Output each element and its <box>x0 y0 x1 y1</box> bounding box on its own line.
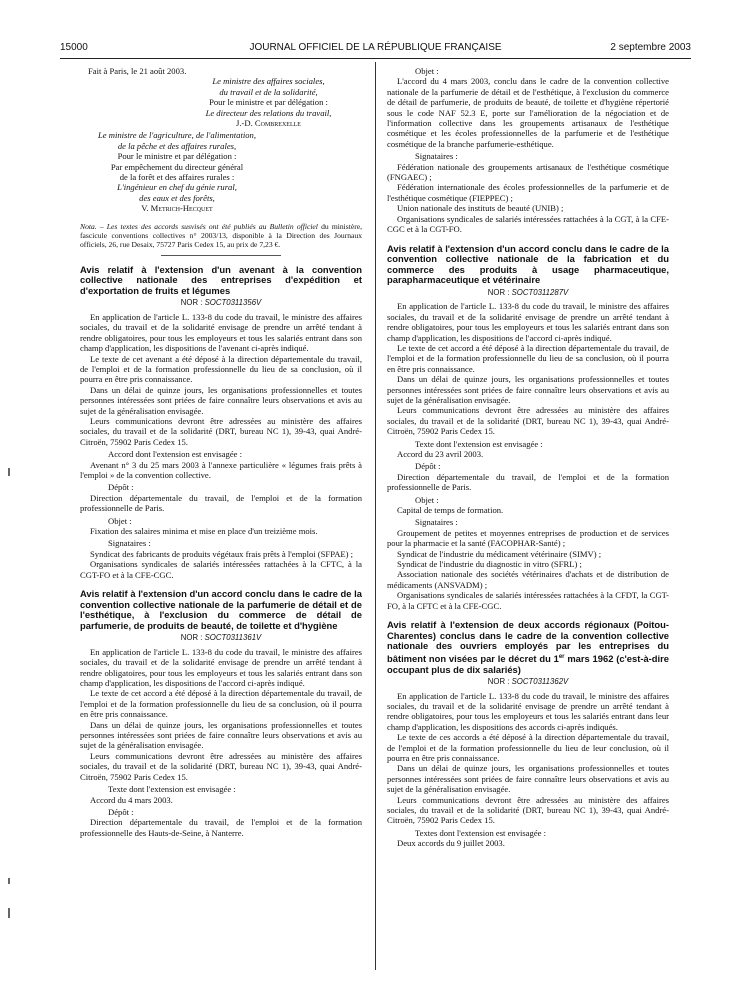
right-column <box>387 66 669 849</box>
paragraph: Le texte de cet accord a été déposé à la direction départementale du travail, de l'emploi et de la formation professionnelle du lieu de sa conclusion, où il pourra en être pris connaissance. <box>80 688 362 720</box>
notice-title: Avis relatif à l'extension de deux accords régionaux (Poitou-Charentes) conclus dans le cadre de la convention collective nationale des ouvriers employés par les entreprises du bâtiment non visées par le décret du 1er mars 1962 (c'est-à-dire occupant plus de dix salariés) <box>387 619 669 675</box>
signatory: Organisations syndicales de salariés intéressées rattachées à la CFTC, à la CGT-FO et à la CFE-CGC. <box>80 559 362 580</box>
paragraph: L'accord du 4 mars 2003, conclu dans le cadre de la convention collective nationale de la parfumerie de détail et de l'esthétique, à l'exclusion du commerce de détail de parfumerie, de produits de beauté, de toilette et d'hygiène répertorié sous le code NAF 52.3 E, porte sur l'amélioration de la négociation et de l'information collective dans les groupements artisanaux de l'esthétique cosmétique et les écoles professionnelles de la parfumerie et de l'esthétique cosmétique de la branche parfumerie-esthétique. <box>387 76 669 149</box>
signature-block <box>80 66 362 214</box>
signatory-name: J.-D. Combrexelle <box>236 118 301 129</box>
section-label: Signataires : <box>415 151 458 162</box>
signatory: Fédération nationale des groupements artisanaux de l'esthétique cosmétique (FNGAEC) ; <box>387 161 669 183</box>
signatory-title: de la pêche et des affaires rurales, <box>117 140 237 151</box>
section-label: Dépôt : <box>108 806 134 817</box>
signatory: Organisations syndicales de salariés intéressées rattachées à la CGT, à la CFE-CGC et à la CGT-FO. <box>387 213 669 235</box>
signatory-name: V. Metrich-Hecquet <box>141 203 213 214</box>
issue-date: 2 septembre 2003 <box>610 42 691 53</box>
section-label: Texte dont l'extension est envisagée : <box>108 784 236 795</box>
signatory-title: du travail et de la solidarité, <box>219 86 318 97</box>
section-label: Signataires : <box>415 517 458 528</box>
section-label: Objet : <box>415 66 439 76</box>
section-label: Accord dont l'extension est envisagée : <box>108 449 242 460</box>
section-label: Signataires : <box>108 538 151 549</box>
paragraph: Direction départementale du travail, de l'emploi et de la formation professionnelle de Paris. <box>80 492 362 514</box>
paragraph: Dans un délai de quinze jours, les organisations professionnelles et toutes personnes intéressées sont priées de faire connaître leurs observations et avis au sujet de la généralisation envisagée. <box>387 763 669 795</box>
delegation: de la forêt et des affaires rurales : <box>119 172 235 183</box>
signatory: Union nationale des instituts de beauté (UNIB) ; <box>397 203 564 214</box>
paragraph: Deux accords du 9 juillet 2003. <box>397 838 505 849</box>
notice-title: Avis relatif à l'extension d'un accord conclu dans le cadre de la convention collective nationale de la fabrication et du commerce des produits à usage pharmaceutique, parapharmaceutique et vétérinaire <box>387 242 669 286</box>
left-column <box>80 66 362 838</box>
signatory: Association nationale des sociétés vétérinaires d'achats et de distribution de médicaments (ANSVADM) ; <box>387 569 669 590</box>
separator <box>161 255 281 256</box>
page-number: 15000 <box>60 42 88 53</box>
delegation: Pour le ministre et par délégation : <box>117 151 237 162</box>
notice-parfumerie <box>80 589 362 838</box>
signatory: Groupement de petites et moyennes entreprises de production et de services pour la pharmacie et la santé (FACOPHAR-Santé) ; <box>387 527 669 549</box>
signatory-title: L'ingénieur en chef du génie rural, <box>117 182 237 193</box>
paragraph: Leurs communications devront être adressées au ministère des affaires sociales, du travail et de la solidarité (DRT, bureau NC 1), 39-43, quai André-Citroën, 75902 Paris Cedex 15. <box>387 405 669 437</box>
paragraph: Avenant n° 3 du 25 mars 2003 à l'annexe particulière « légumes frais prêts à l'emploi » de la convention collective. <box>80 459 362 480</box>
section-label: Texte dont l'extension est envisagée : <box>415 438 543 449</box>
paragraph: Leurs communications devront être adressées au ministère des affaires sociales, du travail et de la solidarité (DRT, bureau NC 1), 39-43, quai André-Citroën, 75902 Paris Cedex 15. <box>80 750 362 782</box>
notice-fruits-legumes <box>80 265 362 580</box>
nor-reference: NOR : SOCT0311287V <box>487 287 569 297</box>
notice-parfumerie-continued <box>387 66 669 235</box>
paragraph: En application de l'article L. 133-8 du code du travail, le ministre des affaires sociales, du travail et de la solidarité envisage de prendre un arrêté tendant à rendre obligatoires, pour tous les employeurs et tous les salariés entrant dans son champ d'application, les dispositions de l'avenant ci-après indiqué. <box>80 311 362 354</box>
paragraph: Dans un délai de quinze jours, les organisations professionnelles et toutes personnes intéressées sont priées de faire connaître leurs observations et avis au sujet de la généralisation envisagée. <box>80 719 362 751</box>
signatory: Organisations syndicales de salariés intéressées rattachées à la CFDT, la CGT-FO, à la CFTC et à la CFE-CGC. <box>387 590 669 611</box>
section-label: Dépôt : <box>415 461 441 472</box>
signatory: Syndicat de l'industrie du médicament vétérinaire (SIMV) ; <box>397 548 602 559</box>
signatory-title: Le ministre de l'agriculture, de l'alimentation, <box>98 130 256 141</box>
paragraph: Dans un délai de quinze jours, les organisations professionnelles et toutes personnes intéressées sont priées de faire connaître leurs observations et avis au sujet de la généralisation envisagée. <box>80 384 362 416</box>
place-date: Fait à Paris, le 21 août 2003. <box>88 66 187 76</box>
paragraph: Direction départementale du travail, de l'emploi et de la formation professionnelle des Hauts-de-Seine, à Nanterre. <box>80 817 362 838</box>
signatory-title: Le ministre des affaires sociales, <box>212 76 325 87</box>
notice-pharmaceutique <box>387 244 669 612</box>
paragraph: Fixation des salaires minima et mise en place d'un treizième mois. <box>90 526 318 536</box>
paragraph: Capital de temps de formation. <box>397 505 504 515</box>
section-label: Objet : <box>108 515 132 526</box>
journal-title: JOURNAL OFFICIEL DE LA RÉPUBLIQUE FRANÇAISE <box>249 42 502 53</box>
notice-title: Avis relatif à l'extension d'un avenant à la convention collective nationale des entreprises d'expédition et d'exportation de fruits et légumes <box>80 263 362 296</box>
signatory: Syndicat de l'industrie du diagnostic in vitro (SFRL) ; <box>397 559 582 570</box>
paragraph: Accord du 4 mars 2003. <box>90 794 173 805</box>
paragraph: Direction départementale du travail, de l'emploi et de la formation professionnelle de Paris. <box>387 471 669 493</box>
signatory: Syndicat des fabricants de produits végétaux frais prêts à l'emploi (SFPAE) ; <box>90 548 354 559</box>
paragraph: Accord du 23 avril 2003. <box>397 448 484 459</box>
margin-mark <box>8 878 10 884</box>
paragraph: Le texte de ces accords a été déposé à la direction départementale du travail, de l'emploi et de la formation professionnelle du lieu de leur conclusion, où il pourra en être pris connaissance. <box>387 732 669 763</box>
section-label: Dépôt : <box>108 482 134 493</box>
section-label: Objet : <box>415 494 439 505</box>
nor-reference: NOR : SOCT0311362V <box>487 677 569 687</box>
column-divider <box>375 62 376 970</box>
paragraph: Le texte de cet accord a été déposé à la direction départementale du travail, de l'emploi et de la formation professionnelle du lieu de sa conclusion, où il pourra en être pris connaissance. <box>387 342 669 374</box>
paragraph: Dans un délai de quinze jours, les organisations professionnelles et toutes personnes intéressées sont priées de faire connaître leurs observations et avis au sujet de la généralisation envisagée. <box>387 374 669 405</box>
notice-title: Avis relatif à l'extension d'un accord conclu dans le cadre de la convention collective nationale de la parfumerie de détail et de l'esthétique, à l'exclusion du commerce de détail de parfumerie, de produits de beauté, de toilette et d'hygiène <box>80 588 362 631</box>
paragraph: En application de l'article L. 133-8 du code du travail, le ministre des affaires sociales, du travail et de la solidarité envisage de prendre un arrêté tendant à rendre obligatoires, pour tous les employeurs et tous les salariés entrant dans son champ d'application, les dispositions de l'accord ci-après indiqué. <box>387 301 669 343</box>
paragraph: Leurs communications devront être adressées au ministère des affaires sociales, du travail et de la solidarité (DRT, bureau NC 1), 39-43, quai André-Citroën, 75902 Paris Cedex 15. <box>80 415 362 447</box>
margin-mark <box>8 908 10 918</box>
notice-batiment-poitou-charentes <box>387 620 669 849</box>
delegation: Pour le ministre et par délégation : <box>209 97 328 108</box>
nor-reference: NOR : SOCT0311356V <box>180 298 262 308</box>
delegation: Par empêchement du directeur général <box>110 161 244 172</box>
signatory-title: des eaux et des forêts, <box>139 192 215 203</box>
header-rule <box>60 58 691 59</box>
nor-reference: NOR : SOCT0311361V <box>180 633 262 643</box>
section-label: Textes dont l'extension est envisagée : <box>415 827 547 838</box>
paragraph: En application de l'article L. 133-8 du code du travail, le ministre des affaires sociales, du travail et de la solidarité envisage de prendre un arrêté tendant à rendre obligatoires, pour tous les employeurs et tous les salariés entrant dans son champ d'application, les dispositions de l'accord ci-après indiqué. <box>80 646 362 689</box>
publication-note: Nota. – Les textes des accords susvisés ont été publiés au Bulletin officiel du ministère, fascicule conventions collectives n° 2003/13, disponible à la Direction des Journaux officiels, 26, rue Desaix, 75727 Paris Cedex 15, au prix de 7,23 €. <box>80 221 363 249</box>
paragraph: Le texte de cet avenant a été déposé à la direction départementale du travail, de l'emploi et de la formation professionnelle du lieu de sa conclusion, où il pourra en être pris connaissance. <box>80 353 362 385</box>
paragraph: Leurs communications devront être adressées au ministère des affaires sociales, du travail et de la solidarité (DRT, bureau NC 1), 39-43, quai André-Citroën, 75902 Paris Cedex 15. <box>387 794 669 826</box>
paragraph: En application de l'article L. 133-8 du code du travail, le ministre des affaires sociales, du travail et de la solidarité envisage de prendre un arrêté tendant à rendre obligatoires, pour tous les employeurs et tous les salariés entrant dans leur champ d'application, les dispositions des accords ci-après indiqués. <box>387 690 669 732</box>
signatory-title: Le directeur des relations du travail, <box>205 107 332 118</box>
margin-mark <box>8 468 10 476</box>
page-header <box>60 42 691 56</box>
signatory: Fédération internationale des écoles professionnelles de la parfumerie et de l'esthétique cosmétique (FIEPPEC) ; <box>387 182 669 203</box>
